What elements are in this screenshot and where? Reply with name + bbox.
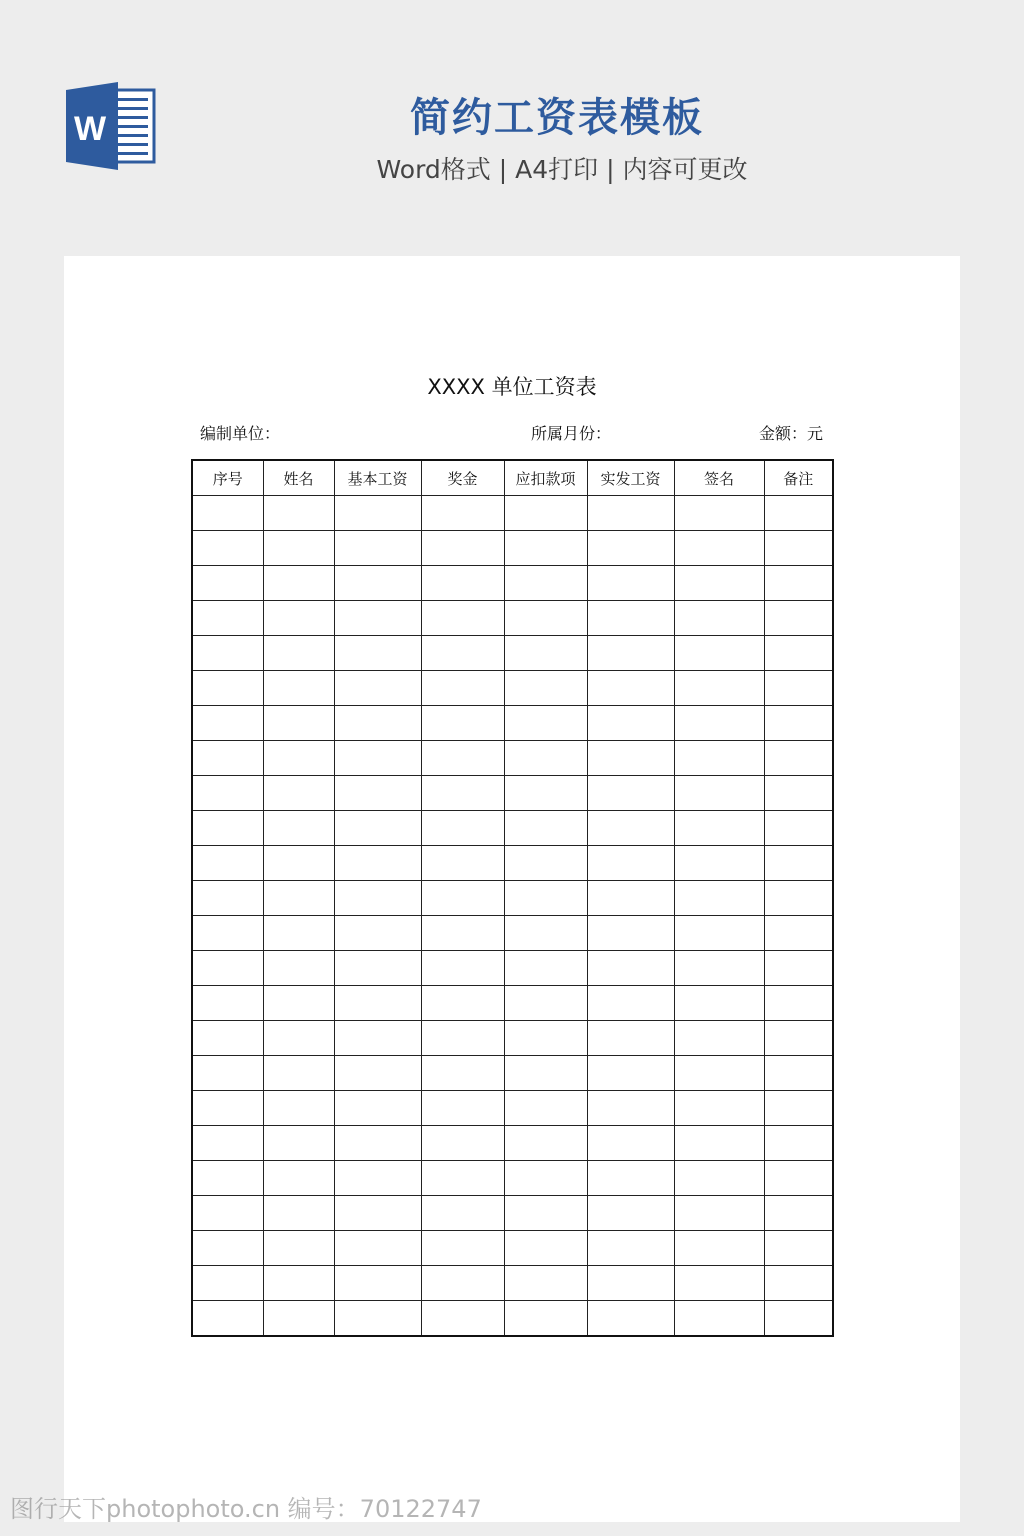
table-row bbox=[192, 1091, 833, 1126]
table-cell[interactable] bbox=[334, 776, 421, 811]
table-cell[interactable] bbox=[421, 636, 504, 671]
table-cell[interactable] bbox=[674, 1091, 764, 1126]
amount-label: 金额：元 bbox=[758, 424, 823, 443]
table-cell[interactable] bbox=[263, 1231, 334, 1266]
table-cell[interactable] bbox=[263, 706, 334, 741]
table-cell[interactable] bbox=[334, 496, 421, 531]
table-cell[interactable] bbox=[192, 706, 263, 741]
table-row bbox=[192, 531, 833, 566]
table-cell[interactable] bbox=[192, 916, 263, 951]
table-cell[interactable] bbox=[421, 776, 504, 811]
column-header: 姓名 bbox=[263, 460, 334, 496]
table-cell[interactable] bbox=[421, 1161, 504, 1196]
table-cell[interactable] bbox=[674, 776, 764, 811]
table-cell[interactable] bbox=[504, 881, 587, 916]
table-cell[interactable] bbox=[674, 1056, 764, 1091]
table-cell[interactable] bbox=[764, 1126, 833, 1161]
table-cell[interactable] bbox=[764, 986, 833, 1021]
table-cell[interactable] bbox=[504, 1161, 587, 1196]
table-cell[interactable] bbox=[421, 1091, 504, 1126]
table-cell[interactable] bbox=[334, 986, 421, 1021]
table-cell[interactable] bbox=[587, 1301, 674, 1337]
table-row bbox=[192, 951, 833, 986]
table-cell[interactable] bbox=[263, 1161, 334, 1196]
table-cell[interactable] bbox=[192, 1266, 263, 1301]
table-cell[interactable] bbox=[587, 811, 674, 846]
table-cell[interactable] bbox=[587, 1266, 674, 1301]
table-cell[interactable] bbox=[504, 636, 587, 671]
table-cell[interactable] bbox=[587, 1021, 674, 1056]
table-cell[interactable] bbox=[192, 1126, 263, 1161]
table-cell[interactable] bbox=[674, 1021, 764, 1056]
table-cell[interactable] bbox=[263, 1056, 334, 1091]
table-cell[interactable] bbox=[263, 601, 334, 636]
month-label: 所属月份： bbox=[531, 424, 612, 443]
table-row bbox=[192, 706, 833, 741]
table-cell[interactable] bbox=[504, 671, 587, 706]
table-cell[interactable] bbox=[421, 1021, 504, 1056]
table-row bbox=[192, 636, 833, 671]
table-cell[interactable] bbox=[192, 671, 263, 706]
table-cell[interactable] bbox=[504, 776, 587, 811]
table-row bbox=[192, 671, 833, 706]
table-cell[interactable] bbox=[674, 671, 764, 706]
table-cell[interactable] bbox=[421, 566, 504, 601]
table-cell[interactable] bbox=[334, 741, 421, 776]
table-cell[interactable] bbox=[192, 776, 263, 811]
table-cell[interactable] bbox=[192, 636, 263, 671]
table-cell[interactable] bbox=[421, 1231, 504, 1266]
table-cell[interactable] bbox=[674, 951, 764, 986]
table-cell[interactable] bbox=[334, 1196, 421, 1231]
table-cell[interactable] bbox=[674, 496, 764, 531]
column-header: 序号 bbox=[192, 460, 263, 496]
table-row bbox=[192, 916, 833, 951]
table-cell[interactable] bbox=[764, 1266, 833, 1301]
table-cell[interactable] bbox=[587, 951, 674, 986]
table-cell[interactable] bbox=[263, 986, 334, 1021]
table-cell[interactable] bbox=[764, 881, 833, 916]
table-cell[interactable] bbox=[764, 531, 833, 566]
table-cell[interactable] bbox=[334, 531, 421, 566]
table-cell[interactable] bbox=[263, 951, 334, 986]
table-cell[interactable] bbox=[263, 916, 334, 951]
column-header: 奖金 bbox=[421, 460, 504, 496]
table-cell[interactable] bbox=[192, 566, 263, 601]
table-cell[interactable] bbox=[421, 706, 504, 741]
table-cell[interactable] bbox=[504, 1056, 587, 1091]
column-header: 备注 bbox=[764, 460, 833, 496]
table-cell[interactable] bbox=[764, 671, 833, 706]
table-cell[interactable] bbox=[674, 566, 764, 601]
table-cell[interactable] bbox=[192, 601, 263, 636]
table-row bbox=[192, 811, 833, 846]
table-body bbox=[192, 496, 833, 1337]
table-cell[interactable] bbox=[334, 1126, 421, 1161]
watermark: 图行天下photophoto.cn 编号：70122747 bbox=[10, 1495, 482, 1523]
column-header: 应扣款项 bbox=[504, 460, 587, 496]
table-cell[interactable] bbox=[334, 1021, 421, 1056]
table-cell[interactable] bbox=[587, 496, 674, 531]
table-row bbox=[192, 881, 833, 916]
table-cell[interactable] bbox=[421, 1301, 504, 1337]
table-cell[interactable] bbox=[504, 1196, 587, 1231]
table-cell[interactable] bbox=[334, 706, 421, 741]
table-cell[interactable] bbox=[421, 601, 504, 636]
table-cell[interactable] bbox=[334, 846, 421, 881]
table-cell[interactable] bbox=[674, 1266, 764, 1301]
table-cell[interactable] bbox=[263, 671, 334, 706]
table-cell[interactable] bbox=[674, 706, 764, 741]
table-cell[interactable] bbox=[764, 811, 833, 846]
table-cell[interactable] bbox=[421, 531, 504, 566]
table-cell[interactable] bbox=[587, 846, 674, 881]
table-cell[interactable] bbox=[674, 986, 764, 1021]
table-cell[interactable] bbox=[674, 811, 764, 846]
table-cell[interactable] bbox=[334, 1231, 421, 1266]
table-row bbox=[192, 1021, 833, 1056]
table-cell[interactable] bbox=[263, 741, 334, 776]
table-cell[interactable] bbox=[587, 1231, 674, 1266]
table-cell[interactable] bbox=[334, 1056, 421, 1091]
table-cell[interactable] bbox=[504, 1231, 587, 1266]
table-cell[interactable] bbox=[674, 531, 764, 566]
table-cell[interactable] bbox=[263, 881, 334, 916]
table-cell[interactable] bbox=[504, 1266, 587, 1301]
table-cell[interactable] bbox=[263, 1091, 334, 1126]
table-cell[interactable] bbox=[421, 811, 504, 846]
table-cell[interactable] bbox=[764, 496, 833, 531]
table-cell[interactable] bbox=[504, 986, 587, 1021]
table-cell[interactable] bbox=[504, 566, 587, 601]
table-cell[interactable] bbox=[192, 1161, 263, 1196]
table-cell[interactable] bbox=[334, 881, 421, 916]
table-row bbox=[192, 1056, 833, 1091]
table-cell[interactable] bbox=[334, 951, 421, 986]
table-cell[interactable] bbox=[674, 1161, 764, 1196]
table-cell[interactable] bbox=[192, 811, 263, 846]
table-cell[interactable] bbox=[192, 1231, 263, 1266]
word-logo-letter: W bbox=[73, 110, 107, 148]
table-cell[interactable] bbox=[192, 846, 263, 881]
table-cell[interactable] bbox=[674, 1231, 764, 1266]
table-cell[interactable] bbox=[764, 741, 833, 776]
table-cell[interactable] bbox=[263, 846, 334, 881]
table-cell[interactable] bbox=[504, 1126, 587, 1161]
table-cell[interactable] bbox=[334, 1266, 421, 1301]
table-cell[interactable] bbox=[764, 566, 833, 601]
table-row bbox=[192, 1301, 833, 1337]
table-cell[interactable] bbox=[192, 986, 263, 1021]
table-row bbox=[192, 566, 833, 601]
table-cell[interactable] bbox=[334, 601, 421, 636]
table-cell[interactable] bbox=[764, 846, 833, 881]
page-subtitle: Word格式 | A4打印 | 内容可更改 bbox=[376, 155, 748, 184]
table-cell[interactable] bbox=[587, 671, 674, 706]
table-cell[interactable] bbox=[587, 1161, 674, 1196]
table-cell[interactable] bbox=[764, 1196, 833, 1231]
column-header: 签名 bbox=[674, 460, 764, 496]
table-cell[interactable] bbox=[674, 916, 764, 951]
salary-table bbox=[191, 459, 834, 1337]
table-row bbox=[192, 1266, 833, 1301]
table-cell[interactable] bbox=[192, 531, 263, 566]
table-row bbox=[192, 1161, 833, 1196]
table-cell[interactable] bbox=[764, 1056, 833, 1091]
table-cell[interactable] bbox=[764, 706, 833, 741]
table-cell[interactable] bbox=[764, 1161, 833, 1196]
table-cell[interactable] bbox=[192, 881, 263, 916]
table-cell[interactable] bbox=[334, 1161, 421, 1196]
table-cell[interactable] bbox=[587, 1091, 674, 1126]
table-cell[interactable] bbox=[192, 1091, 263, 1126]
table-cell[interactable] bbox=[263, 531, 334, 566]
column-header: 基本工资 bbox=[334, 460, 421, 496]
unit-label: 编制单位： bbox=[200, 424, 281, 443]
table-cell[interactable] bbox=[192, 1196, 263, 1231]
table-row bbox=[192, 741, 833, 776]
table-cell[interactable] bbox=[587, 601, 674, 636]
table-cell[interactable] bbox=[674, 741, 764, 776]
table-cell[interactable] bbox=[764, 1231, 833, 1266]
table-cell[interactable] bbox=[263, 496, 334, 531]
table-cell[interactable] bbox=[421, 496, 504, 531]
table-cell[interactable] bbox=[504, 706, 587, 741]
table-cell[interactable] bbox=[587, 531, 674, 566]
table-cell[interactable] bbox=[504, 496, 587, 531]
table-header-row bbox=[192, 460, 833, 496]
table-cell[interactable] bbox=[263, 1301, 334, 1337]
table-cell[interactable] bbox=[192, 1056, 263, 1091]
table-row bbox=[192, 986, 833, 1021]
table-cell[interactable] bbox=[674, 1126, 764, 1161]
table-cell[interactable] bbox=[421, 986, 504, 1021]
table-cell[interactable] bbox=[674, 601, 764, 636]
table-row bbox=[192, 846, 833, 881]
table-cell[interactable] bbox=[421, 1056, 504, 1091]
table-cell[interactable] bbox=[587, 1056, 674, 1091]
table-cell[interactable] bbox=[764, 1021, 833, 1056]
table-cell[interactable] bbox=[674, 1301, 764, 1337]
table-cell[interactable] bbox=[674, 636, 764, 671]
table-cell[interactable] bbox=[587, 916, 674, 951]
table-cell[interactable] bbox=[504, 1301, 587, 1337]
table-cell[interactable] bbox=[504, 601, 587, 636]
table-cell[interactable] bbox=[587, 566, 674, 601]
table-cell[interactable] bbox=[764, 951, 833, 986]
table-cell[interactable] bbox=[334, 636, 421, 671]
table-cell[interactable] bbox=[421, 1266, 504, 1301]
table-cell[interactable] bbox=[587, 1196, 674, 1231]
table-cell[interactable] bbox=[504, 1091, 587, 1126]
table-cell[interactable] bbox=[421, 846, 504, 881]
table-cell[interactable] bbox=[263, 811, 334, 846]
table-cell[interactable] bbox=[263, 566, 334, 601]
table-cell[interactable] bbox=[334, 811, 421, 846]
table-cell[interactable] bbox=[504, 1021, 587, 1056]
table-cell[interactable] bbox=[764, 636, 833, 671]
table-cell[interactable] bbox=[192, 1021, 263, 1056]
table-cell[interactable] bbox=[674, 881, 764, 916]
page-title: 简约工资表模板 bbox=[410, 95, 704, 141]
table-cell[interactable] bbox=[504, 846, 587, 881]
table-cell[interactable] bbox=[764, 601, 833, 636]
table-cell[interactable] bbox=[263, 636, 334, 671]
document-title: XXXX 单位工资表 bbox=[427, 375, 597, 399]
table-cell[interactable] bbox=[263, 1021, 334, 1056]
table-cell[interactable] bbox=[421, 671, 504, 706]
table-cell[interactable] bbox=[263, 1266, 334, 1301]
table-cell[interactable] bbox=[334, 1301, 421, 1337]
table-cell[interactable] bbox=[421, 1126, 504, 1161]
table-row bbox=[192, 776, 833, 811]
table-row bbox=[192, 1126, 833, 1161]
table-cell[interactable] bbox=[504, 916, 587, 951]
table-cell[interactable] bbox=[421, 916, 504, 951]
table-row bbox=[192, 496, 833, 531]
table-cell[interactable] bbox=[674, 1196, 764, 1231]
table-cell[interactable] bbox=[587, 776, 674, 811]
table-cell[interactable] bbox=[504, 951, 587, 986]
table-cell[interactable] bbox=[764, 1301, 833, 1337]
table-cell[interactable] bbox=[504, 811, 587, 846]
table-cell[interactable] bbox=[263, 1126, 334, 1161]
table-cell[interactable] bbox=[587, 881, 674, 916]
table-cell[interactable] bbox=[587, 986, 674, 1021]
table-cell[interactable] bbox=[334, 671, 421, 706]
table-cell[interactable] bbox=[587, 1126, 674, 1161]
table-cell[interactable] bbox=[587, 706, 674, 741]
table-cell[interactable] bbox=[764, 916, 833, 951]
table-cell[interactable] bbox=[421, 881, 504, 916]
table-cell[interactable] bbox=[587, 741, 674, 776]
table-cell[interactable] bbox=[504, 531, 587, 566]
table-cell[interactable] bbox=[504, 741, 587, 776]
table-cell[interactable] bbox=[192, 951, 263, 986]
table-row bbox=[192, 1196, 833, 1231]
table-cell[interactable] bbox=[263, 776, 334, 811]
table-cell[interactable] bbox=[421, 741, 504, 776]
table-cell[interactable] bbox=[192, 741, 263, 776]
table-cell[interactable] bbox=[192, 496, 263, 531]
table-row bbox=[192, 1231, 833, 1266]
table-cell[interactable] bbox=[192, 1301, 263, 1337]
table-cell[interactable] bbox=[334, 566, 421, 601]
table-cell[interactable] bbox=[421, 951, 504, 986]
table-cell[interactable] bbox=[587, 636, 674, 671]
table-cell[interactable] bbox=[764, 1091, 833, 1126]
table-cell[interactable] bbox=[764, 776, 833, 811]
table-row bbox=[192, 601, 833, 636]
table-cell[interactable] bbox=[334, 916, 421, 951]
document-page bbox=[64, 256, 960, 1522]
table-cell[interactable] bbox=[421, 1196, 504, 1231]
table-cell[interactable] bbox=[334, 1091, 421, 1126]
column-header: 实发工资 bbox=[587, 460, 674, 496]
table-cell[interactable] bbox=[674, 846, 764, 881]
table-cell[interactable] bbox=[263, 1196, 334, 1231]
